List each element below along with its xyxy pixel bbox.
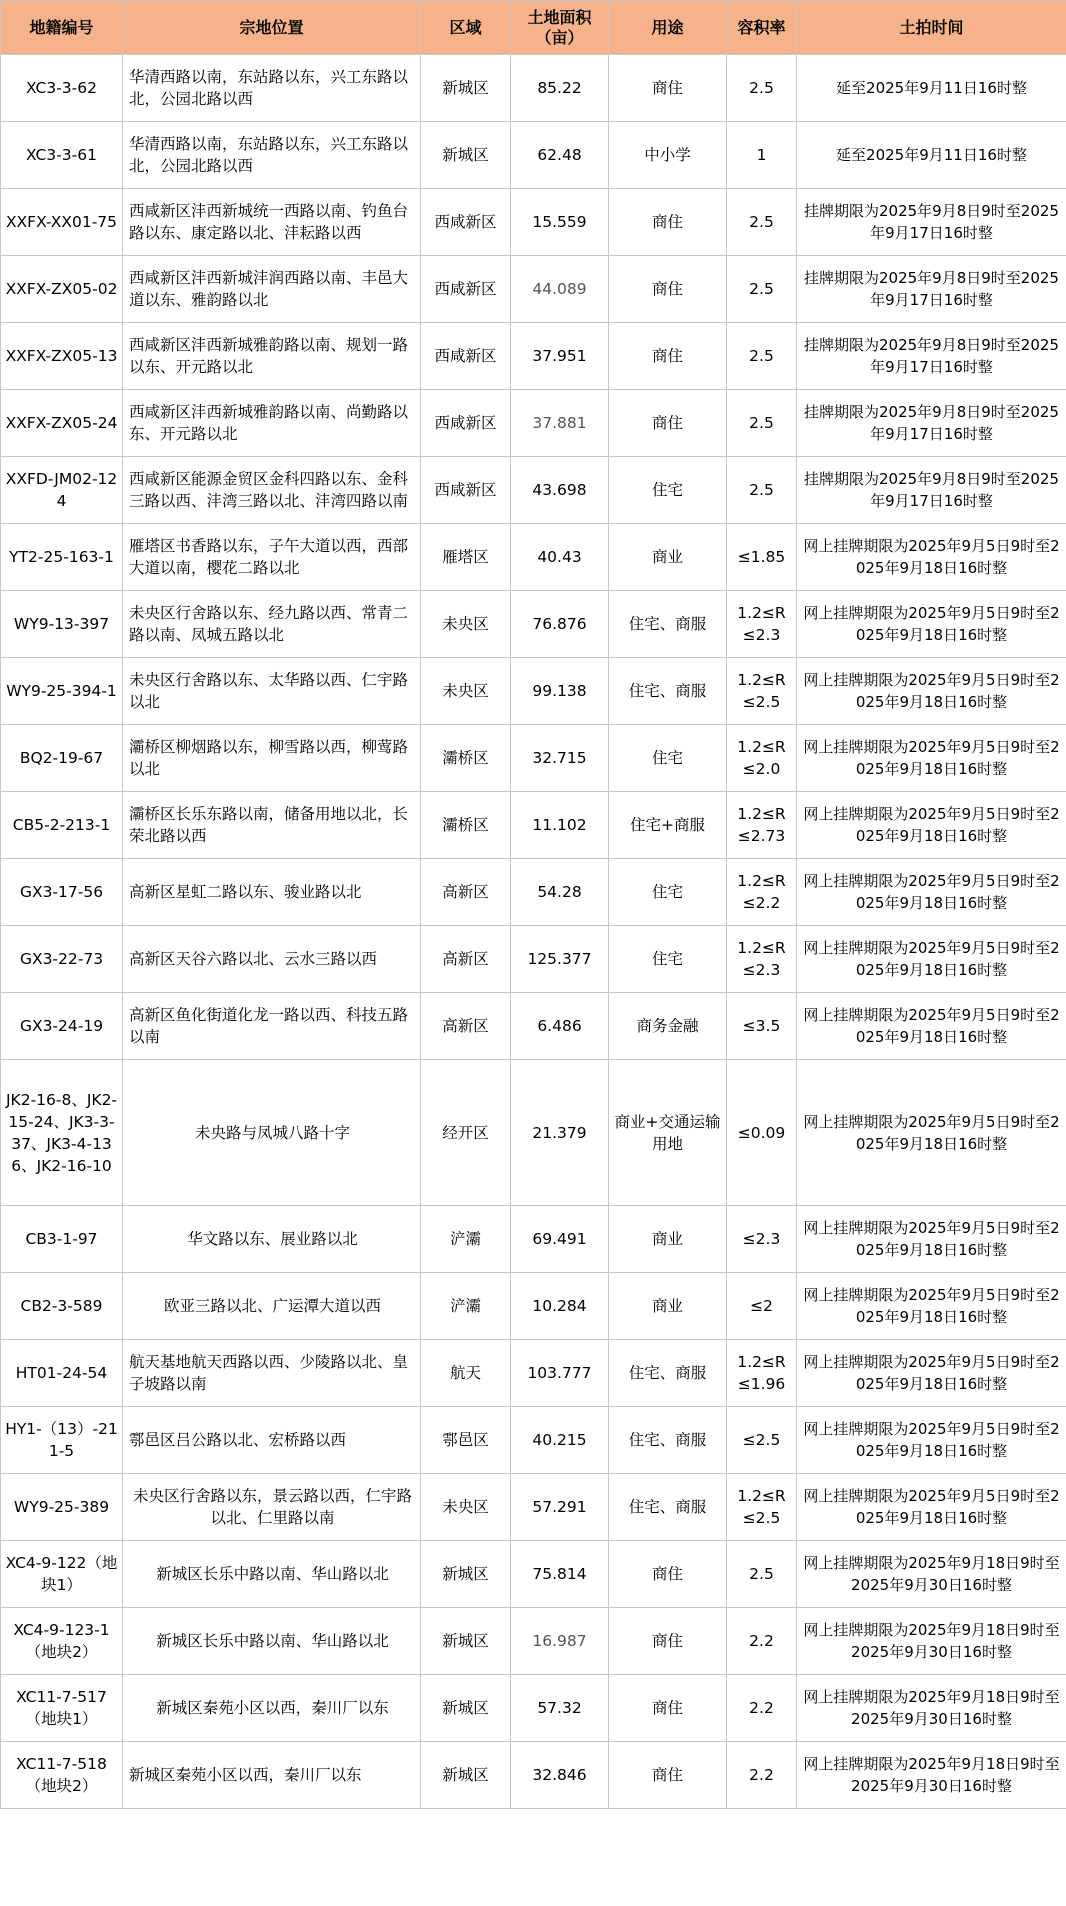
use-cell: 住宅+商服 bbox=[609, 792, 727, 859]
location-cell: 西咸新区沣西新城沣润西路以南、丰邑大道以东、雅韵路以北 bbox=[123, 256, 421, 323]
location-cell: 未央路与凤城八路十字 bbox=[123, 1060, 421, 1206]
auction-time-cell: 网上挂牌期限为2025年9月5日9时至2025年9月18日16时整 bbox=[797, 926, 1066, 993]
far-cell: 2.2 bbox=[727, 1608, 797, 1675]
parcel-id-cell: GX3-24-19 bbox=[1, 993, 123, 1060]
parcel-id-cell: WY9-25-394-1 bbox=[1, 658, 123, 725]
table-row bbox=[1, 658, 1066, 725]
table-row bbox=[1, 55, 1066, 122]
use-cell: 商住 bbox=[609, 55, 727, 122]
table-row bbox=[1, 591, 1066, 658]
location-cell: 未央区行舍路以东、太华路以西、仁宇路以北 bbox=[123, 658, 421, 725]
table-row bbox=[1, 457, 1066, 524]
table-row bbox=[1, 256, 1066, 323]
parcel-id-cell: JK2-16-8、JK2-15-24、JK3-3-37、JK3-4-136、JK2-16-10 bbox=[1, 1060, 123, 1206]
auction-time-cell: 网上挂牌期限为2025年9月18日9时至2025年9月30日16时整 bbox=[797, 1742, 1066, 1809]
use-cell: 住宅、商服 bbox=[609, 1407, 727, 1474]
parcel-id-cell: CB3-1-97 bbox=[1, 1206, 123, 1273]
table-row bbox=[1, 1060, 1066, 1206]
far-cell: 1.2≤R≤2.5 bbox=[727, 1474, 797, 1541]
location-cell: 灞桥区柳烟路以东，柳雪路以西，柳莺路以北 bbox=[123, 725, 421, 792]
parcel-id-cell: WY9-25-389 bbox=[1, 1474, 123, 1541]
use-cell: 商住 bbox=[609, 390, 727, 457]
far-cell: ≤0.09 bbox=[727, 1060, 797, 1206]
parcel-id-cell: XC4-9-122（地块1） bbox=[1, 1541, 123, 1608]
use-cell: 商务金融 bbox=[609, 993, 727, 1060]
area-cell: 40.215 bbox=[511, 1407, 609, 1474]
use-cell: 住宅 bbox=[609, 725, 727, 792]
parcel-id-cell: HY1-（13）-211-5 bbox=[1, 1407, 123, 1474]
table-row bbox=[1, 390, 1066, 457]
table-row bbox=[1, 189, 1066, 256]
district-cell: 西咸新区 bbox=[421, 256, 511, 323]
area-cell: 15.559 bbox=[511, 189, 609, 256]
table-header bbox=[1, 1, 1066, 55]
table-row bbox=[1, 1273, 1066, 1340]
area-cell: 11.102 bbox=[511, 792, 609, 859]
auction-time-cell: 挂牌期限为2025年9月8日9时至2025年9月17日16时整 bbox=[797, 457, 1066, 524]
header-far: 容积率 bbox=[727, 1, 797, 55]
parcel-id-cell: XC11-7-517（地块1） bbox=[1, 1675, 123, 1742]
table-row bbox=[1, 993, 1066, 1060]
far-cell: 2.5 bbox=[727, 189, 797, 256]
use-cell: 住宅、商服 bbox=[609, 1474, 727, 1541]
district-cell: 西咸新区 bbox=[421, 457, 511, 524]
parcel-id-cell: GX3-17-56 bbox=[1, 859, 123, 926]
parcel-id-cell: HT01-24-54 bbox=[1, 1340, 123, 1407]
district-cell: 浐灞 bbox=[421, 1206, 511, 1273]
auction-time-cell: 网上挂牌期限为2025年9月5日9时至2025年9月18日16时整 bbox=[797, 725, 1066, 792]
area-cell: 99.138 bbox=[511, 658, 609, 725]
far-cell: 2.5 bbox=[727, 323, 797, 390]
parcel-id-cell: XXFX-ZX05-02 bbox=[1, 256, 123, 323]
district-cell: 鄠邑区 bbox=[421, 1407, 511, 1474]
district-cell: 西咸新区 bbox=[421, 323, 511, 390]
district-cell: 浐灞 bbox=[421, 1273, 511, 1340]
location-cell: 华清西路以南，东站路以东，兴工东路以北，公园北路以西 bbox=[123, 122, 421, 189]
parcel-id-cell: XXFX-ZX05-24 bbox=[1, 390, 123, 457]
district-cell: 新城区 bbox=[421, 122, 511, 189]
auction-time-cell: 网上挂牌期限为2025年9月5日9时至2025年9月18日16时整 bbox=[797, 859, 1066, 926]
auction-time-cell: 网上挂牌期限为2025年9月5日9时至2025年9月18日16时整 bbox=[797, 792, 1066, 859]
far-cell: 1.2≤R≤2.5 bbox=[727, 658, 797, 725]
table-row bbox=[1, 524, 1066, 591]
auction-time-cell: 延至2025年9月11日16时整 bbox=[797, 55, 1066, 122]
use-cell: 商住 bbox=[609, 323, 727, 390]
table-row bbox=[1, 926, 1066, 993]
district-cell: 未央区 bbox=[421, 658, 511, 725]
table-body bbox=[1, 55, 1066, 1809]
use-cell: 商住 bbox=[609, 189, 727, 256]
district-cell: 新城区 bbox=[421, 1675, 511, 1742]
far-cell: 2.2 bbox=[727, 1742, 797, 1809]
far-cell: 1.2≤R≤2.0 bbox=[727, 725, 797, 792]
parcel-id-cell: XC4-9-123-1（地块2） bbox=[1, 1608, 123, 1675]
location-cell: 雁塔区书香路以东，子午大道以西，西部大道以南，樱花二路以北 bbox=[123, 524, 421, 591]
table-row bbox=[1, 1474, 1066, 1541]
auction-time-cell: 网上挂牌期限为2025年9月18日9时至2025年9月30日16时整 bbox=[797, 1675, 1066, 1742]
area-cell: 32.715 bbox=[511, 725, 609, 792]
auction-time-cell: 挂牌期限为2025年9月8日9时至2025年9月17日16时整 bbox=[797, 189, 1066, 256]
far-cell: 1.2≤R≤2.73 bbox=[727, 792, 797, 859]
parcel-id-cell: WY9-13-397 bbox=[1, 591, 123, 658]
use-cell: 住宅 bbox=[609, 859, 727, 926]
parcel-id-cell: CB5-2-213-1 bbox=[1, 792, 123, 859]
area-cell: 10.284 bbox=[511, 1273, 609, 1340]
header-auction-time: 土拍时间 bbox=[797, 1, 1066, 55]
location-cell: 新城区长乐中路以南、华山路以北 bbox=[123, 1608, 421, 1675]
location-cell: 西咸新区沣西新城统一西路以南、钓鱼台路以东、康定路以北、沣耘路以西 bbox=[123, 189, 421, 256]
table-row bbox=[1, 1407, 1066, 1474]
area-cell: 69.491 bbox=[511, 1206, 609, 1273]
header-use: 用途 bbox=[609, 1, 727, 55]
use-cell: 住宅、商服 bbox=[609, 591, 727, 658]
area-cell: 76.876 bbox=[511, 591, 609, 658]
location-cell: 灞桥区长乐东路以南，储备用地以北，长荣北路以西 bbox=[123, 792, 421, 859]
district-cell: 高新区 bbox=[421, 859, 511, 926]
far-cell: ≤2.3 bbox=[727, 1206, 797, 1273]
district-cell: 高新区 bbox=[421, 993, 511, 1060]
use-cell: 商住 bbox=[609, 1742, 727, 1809]
district-cell: 灞桥区 bbox=[421, 725, 511, 792]
use-cell: 商住 bbox=[609, 1541, 727, 1608]
parcel-id-cell: XXFX-ZX05-13 bbox=[1, 323, 123, 390]
far-cell: 2.2 bbox=[727, 1675, 797, 1742]
use-cell: 商业 bbox=[609, 524, 727, 591]
area-cell: 103.777 bbox=[511, 1340, 609, 1407]
table-row bbox=[1, 859, 1066, 926]
use-cell: 商住 bbox=[609, 1608, 727, 1675]
location-cell: 鄠邑区吕公路以北、宏桥路以西 bbox=[123, 1407, 421, 1474]
district-cell: 未央区 bbox=[421, 591, 511, 658]
table-row bbox=[1, 1340, 1066, 1407]
table-row bbox=[1, 1608, 1066, 1675]
area-cell: 6.486 bbox=[511, 993, 609, 1060]
far-cell: ≤2 bbox=[727, 1273, 797, 1340]
location-cell: 华文路以东、展业路以北 bbox=[123, 1206, 421, 1273]
table-row bbox=[1, 1206, 1066, 1273]
auction-time-cell: 网上挂牌期限为2025年9月5日9时至2025年9月18日16时整 bbox=[797, 1474, 1066, 1541]
use-cell: 住宅、商服 bbox=[609, 658, 727, 725]
location-cell: 高新区星虹二路以东、骏业路以北 bbox=[123, 859, 421, 926]
area-cell: 16.987 bbox=[511, 1608, 609, 1675]
location-cell: 华清西路以南，东站路以东，兴工东路以北，公园北路以西 bbox=[123, 55, 421, 122]
area-cell: 40.43 bbox=[511, 524, 609, 591]
area-cell: 43.698 bbox=[511, 457, 609, 524]
district-cell: 雁塔区 bbox=[421, 524, 511, 591]
far-cell: 2.5 bbox=[727, 55, 797, 122]
auction-time-cell: 网上挂牌期限为2025年9月5日9时至2025年9月18日16时整 bbox=[797, 993, 1066, 1060]
location-cell: 高新区天谷六路以北、云水三路以西 bbox=[123, 926, 421, 993]
area-cell: 85.22 bbox=[511, 55, 609, 122]
parcel-id-cell: YT2-25-163-1 bbox=[1, 524, 123, 591]
parcel-id-cell: XC3-3-62 bbox=[1, 55, 123, 122]
area-cell: 62.48 bbox=[511, 122, 609, 189]
far-cell: 1 bbox=[727, 122, 797, 189]
auction-time-cell: 网上挂牌期限为2025年9月5日9时至2025年9月18日16时整 bbox=[797, 1273, 1066, 1340]
header-area: 土地面积（亩） bbox=[511, 1, 609, 55]
table-row bbox=[1, 122, 1066, 189]
district-cell: 灞桥区 bbox=[421, 792, 511, 859]
parcel-id-cell: GX3-22-73 bbox=[1, 926, 123, 993]
location-cell: 欧亚三路以北、广运潭大道以西 bbox=[123, 1273, 421, 1340]
parcel-id-cell: XC3-3-61 bbox=[1, 122, 123, 189]
table-row bbox=[1, 725, 1066, 792]
far-cell: 2.5 bbox=[727, 390, 797, 457]
use-cell: 住宅、商服 bbox=[609, 1340, 727, 1407]
location-cell: 未央区行舍路以东，景云路以西，仁宇路以北、仁里路以南 bbox=[123, 1474, 421, 1541]
district-cell: 航天 bbox=[421, 1340, 511, 1407]
auction-time-cell: 挂牌期限为2025年9月8日9时至2025年9月17日16时整 bbox=[797, 256, 1066, 323]
auction-time-cell: 挂牌期限为2025年9月8日9时至2025年9月17日16时整 bbox=[797, 390, 1066, 457]
area-cell: 37.881 bbox=[511, 390, 609, 457]
location-cell: 未央区行舍路以东、经九路以西、常青二路以南、凤城五路以北 bbox=[123, 591, 421, 658]
header-parcel-id: 地籍编号 bbox=[1, 1, 123, 55]
parcel-id-cell: XXFX-XX01-75 bbox=[1, 189, 123, 256]
parcel-id-cell: BQ2-19-67 bbox=[1, 725, 123, 792]
area-cell: 32.846 bbox=[511, 1742, 609, 1809]
use-cell: 商住 bbox=[609, 256, 727, 323]
far-cell: 2.5 bbox=[727, 457, 797, 524]
header-row bbox=[1, 1, 1066, 55]
area-cell: 57.32 bbox=[511, 1675, 609, 1742]
use-cell: 商业 bbox=[609, 1206, 727, 1273]
table-row bbox=[1, 323, 1066, 390]
district-cell: 西咸新区 bbox=[421, 189, 511, 256]
auction-time-cell: 网上挂牌期限为2025年9月5日9时至2025年9月18日16时整 bbox=[797, 1060, 1066, 1206]
far-cell: 1.2≤R≤1.96 bbox=[727, 1340, 797, 1407]
far-cell: 1.2≤R≤2.3 bbox=[727, 591, 797, 658]
district-cell: 经开区 bbox=[421, 1060, 511, 1206]
district-cell: 西咸新区 bbox=[421, 390, 511, 457]
location-cell: 新城区长乐中路以南、华山路以北 bbox=[123, 1541, 421, 1608]
auction-time-cell: 网上挂牌期限为2025年9月5日9时至2025年9月18日16时整 bbox=[797, 1407, 1066, 1474]
auction-time-cell: 网上挂牌期限为2025年9月5日9时至2025年9月18日16时整 bbox=[797, 524, 1066, 591]
location-cell: 西咸新区能源金贸区金科四路以东、金科三路以西、沣湾三路以北、沣湾四路以南 bbox=[123, 457, 421, 524]
use-cell: 商业+交通运输用地 bbox=[609, 1060, 727, 1206]
location-cell: 西咸新区沣西新城雅韵路以南、规划一路以东、开元路以北 bbox=[123, 323, 421, 390]
parcel-id-cell: XC11-7-518（地块2） bbox=[1, 1742, 123, 1809]
location-cell: 航天基地航天西路以西、少陵路以北、皇子坡路以南 bbox=[123, 1340, 421, 1407]
auction-time-cell: 网上挂牌期限为2025年9月18日9时至2025年9月30日16时整 bbox=[797, 1608, 1066, 1675]
location-cell: 高新区鱼化街道化龙一路以西、科技五路以南 bbox=[123, 993, 421, 1060]
far-cell: 1.2≤R≤2.2 bbox=[727, 859, 797, 926]
location-cell: 新城区秦苑小区以西，秦川厂以东 bbox=[123, 1675, 421, 1742]
auction-time-cell: 网上挂牌期限为2025年9月5日9时至2025年9月18日16时整 bbox=[797, 1340, 1066, 1407]
table-row bbox=[1, 1675, 1066, 1742]
use-cell: 中小学 bbox=[609, 122, 727, 189]
far-cell: ≤3.5 bbox=[727, 993, 797, 1060]
auction-time-cell: 挂牌期限为2025年9月8日9时至2025年9月17日16时整 bbox=[797, 323, 1066, 390]
use-cell: 商住 bbox=[609, 1675, 727, 1742]
table-row bbox=[1, 792, 1066, 859]
use-cell: 住宅 bbox=[609, 926, 727, 993]
auction-time-cell: 延至2025年9月11日16时整 bbox=[797, 122, 1066, 189]
district-cell: 未央区 bbox=[421, 1474, 511, 1541]
table-row bbox=[1, 1742, 1066, 1809]
auction-time-cell: 网上挂牌期限为2025年9月5日9时至2025年9月18日16时整 bbox=[797, 1206, 1066, 1273]
auction-time-cell: 网上挂牌期限为2025年9月18日9时至2025年9月30日16时整 bbox=[797, 1541, 1066, 1608]
far-cell: 2.5 bbox=[727, 1541, 797, 1608]
parcel-id-cell: XXFD-JM02-124 bbox=[1, 457, 123, 524]
district-cell: 新城区 bbox=[421, 55, 511, 122]
far-cell: 1.2≤R≤2.3 bbox=[727, 926, 797, 993]
far-cell: 2.5 bbox=[727, 256, 797, 323]
area-cell: 57.291 bbox=[511, 1474, 609, 1541]
area-cell: 125.377 bbox=[511, 926, 609, 993]
header-location: 宗地位置 bbox=[123, 1, 421, 55]
use-cell: 住宅 bbox=[609, 457, 727, 524]
area-cell: 37.951 bbox=[511, 323, 609, 390]
far-cell: ≤1.85 bbox=[727, 524, 797, 591]
district-cell: 新城区 bbox=[421, 1541, 511, 1608]
area-cell: 75.814 bbox=[511, 1541, 609, 1608]
area-cell: 54.28 bbox=[511, 859, 609, 926]
header-district: 区域 bbox=[421, 1, 511, 55]
area-cell: 21.379 bbox=[511, 1060, 609, 1206]
auction-time-cell: 网上挂牌期限为2025年9月5日9时至2025年9月18日16时整 bbox=[797, 658, 1066, 725]
parcel-id-cell: CB2-3-589 bbox=[1, 1273, 123, 1340]
district-cell: 新城区 bbox=[421, 1608, 511, 1675]
district-cell: 高新区 bbox=[421, 926, 511, 993]
table-row bbox=[1, 1541, 1066, 1608]
use-cell: 商业 bbox=[609, 1273, 727, 1340]
far-cell: ≤2.5 bbox=[727, 1407, 797, 1474]
location-cell: 新城区秦苑小区以西，秦川厂以东 bbox=[123, 1742, 421, 1809]
area-cell: 44.089 bbox=[511, 256, 609, 323]
district-cell: 新城区 bbox=[421, 1742, 511, 1809]
auction-time-cell: 网上挂牌期限为2025年9月5日9时至2025年9月18日16时整 bbox=[797, 591, 1066, 658]
location-cell: 西咸新区沣西新城雅韵路以南、尚勤路以东、开元路以北 bbox=[123, 390, 421, 457]
